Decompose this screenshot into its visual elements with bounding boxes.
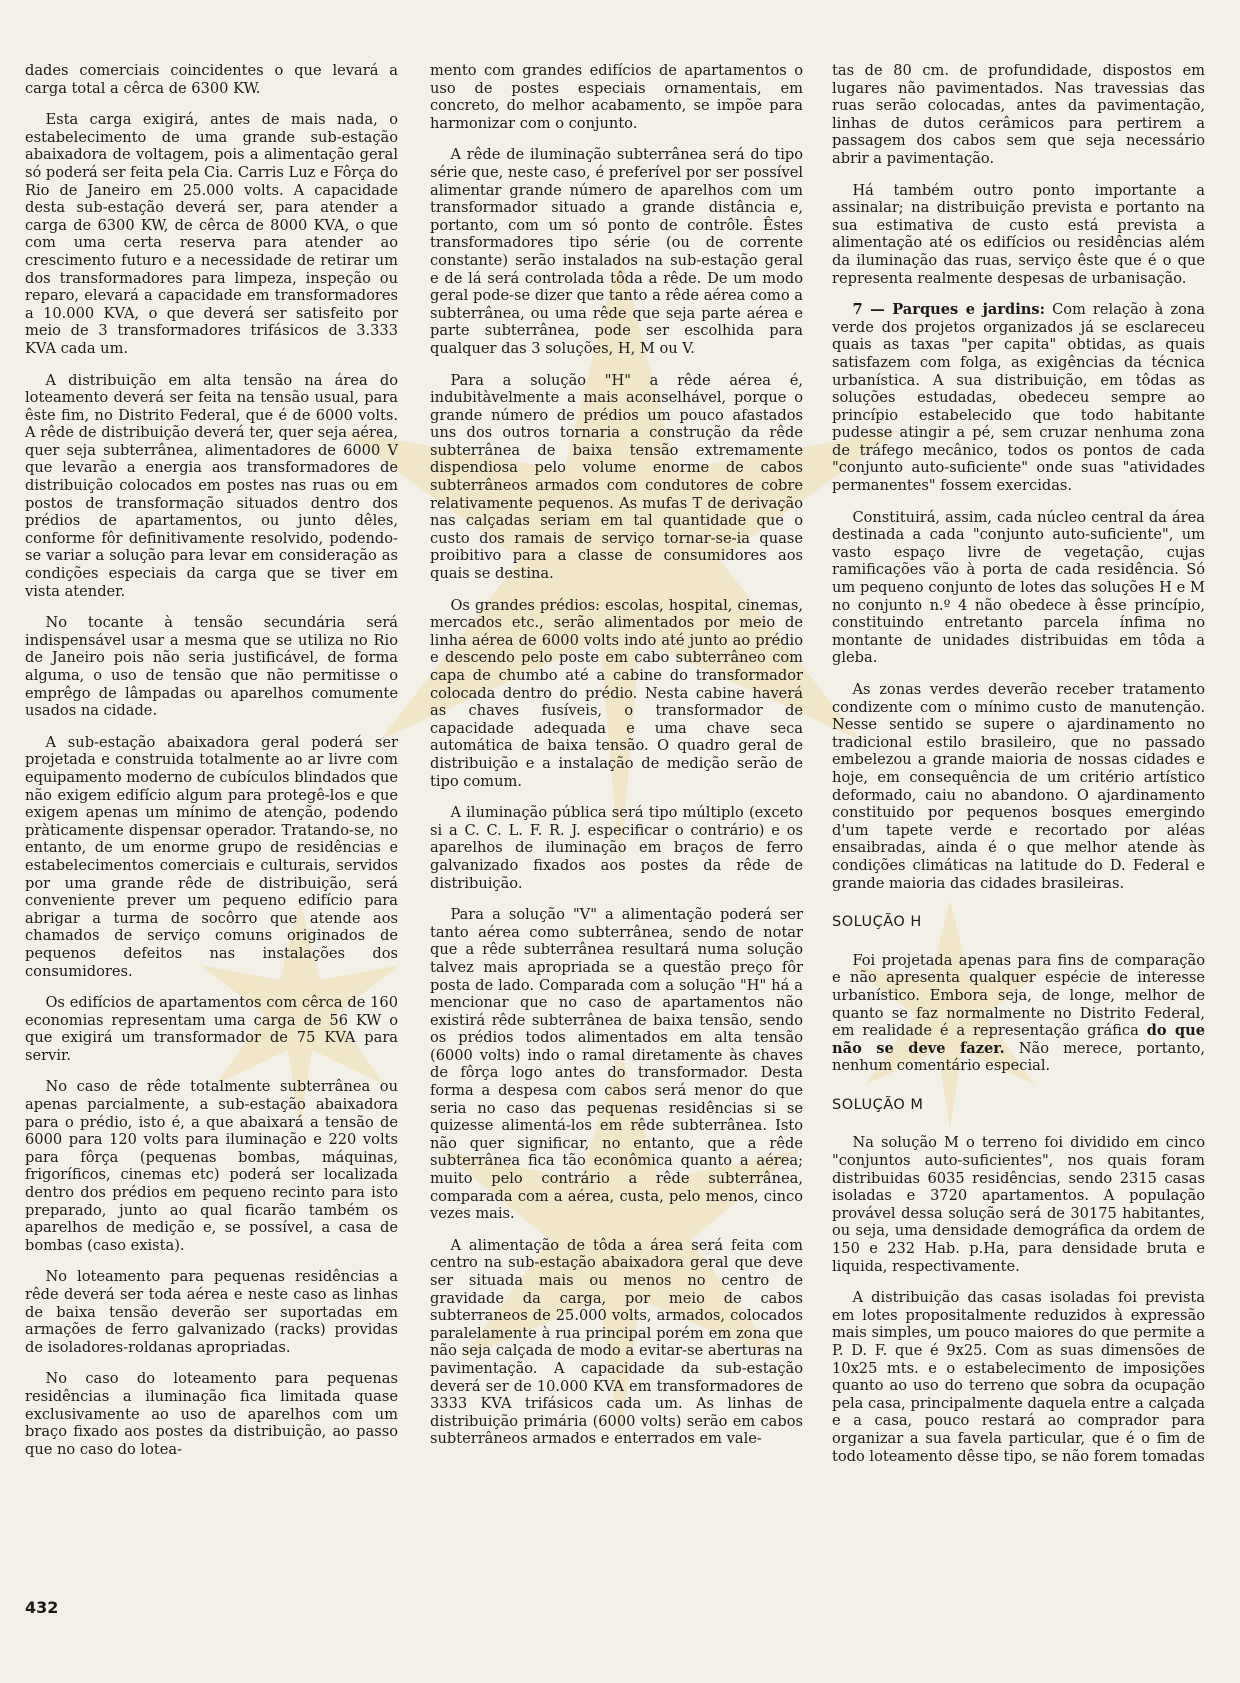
- paragraph: A iluminação pública será tipo múltiplo (exceto si a C. C. L. F. R. J. especificar o contrário) e os aparelhos de iluminação em braços de ferro galvanizado fixados aos postes da rêde de distribuição.: [430, 804, 803, 892]
- paragraph: No caso do loteamento para pequenas residências a iluminação fica limitada quase exclusivamente ao uso de aparelhos com um braço fixado aos postes da distribuição, ao passo que no caso do lotea-: [25, 1370, 398, 1458]
- section-heading-solucao-h: SOLUÇÃO H: [832, 914, 922, 931]
- paragraph: Constituirá, assim, cada núcleo central da área destinada a cada "conjunto auto-suficiente", um vasto espaço livre de vegetação, cujas ramificações vão à porta de cada residência. Só um pequeno conjunto de lotes das soluções H e M no conjunto n.º 4 não obedece à êsse princípio, constituindo entretanto parcela ínfima no montante de unidades distribuidas em tôda a gleba.: [832, 508, 1205, 667]
- paragraph: dades comerciais coincidentes o que levará a carga total a cêrca de 6300 KW.: [25, 62, 398, 97]
- paragraph: Os grandes prédios: escolas, hospital, cinemas, mercados etc., serão alimentados por meio de linha aérea de 6000 volts indo até junto ao prédio e descendo pelo poste em cabo subterrâneo com capa de chumbo até a cabine do transformador colocada dentro do prédio. Nesta cabine haverá as chaves fusíveis, o transformador de capacidade adequada e uma chave seca automática de baixa tensão. O quadro geral de distribuição e a instalação de medição serão de tipo comum.: [430, 596, 803, 790]
- text-column-left: [25, 62, 398, 1472]
- paragraph: tas de 80 cm. de profundidade, dispostos em lugares não pavimentados. Nas travessias das ruas serão colocadas, antes da pavimentação, linhas de dutos cerâmicos para pertirem a passagem dos cabos sem que seja necessário abrir a pavimentação.: [832, 62, 1205, 167]
- paragraph: No loteamento para pequenas residências a rêde deverá ser toda aérea e neste caso as linhas de baixa tensão deverão ser suportadas em armações de ferro galvanizado (racks) providas de isoladores-roldanas apropriadas.: [25, 1268, 398, 1356]
- emphasis-text: do que não se deve fazer.: [832, 1022, 1206, 1057]
- inline-heading: 7 — Parques e jardins:: [852, 301, 1045, 319]
- paragraph-text: Foi projetada apenas para fins de comparação e não apresenta qualquer espécie de interesse urbanístico. Embora seja, de longe, melhor de quanto se faz normalmente no Distrito Federal, em realidade é a representação gráfica: [832, 951, 1205, 1040]
- paragraph-text: Não merece, portanto, nenhum comentário especial.: [832, 1039, 1206, 1075]
- paragraph: As zonas verdes deverão receber tratamento condizente com o mínimo custo de manutenção. Nesse sentido se supere o ajardinamento no tradicional estilo brasileiro, que no passado embelezou a grande maioria de nossas cidades e hoje, em consequência de um critério artístico deformado, caiu no abandono. O ajardinamento constituido por pequenos bosques emergindo d'um tapete verde e recortado por aléas ensaibradas, ainda é o que melhor atende às condições climáticas na latitude do D. Federal e grande maioria das cidades brasileiras.: [832, 681, 1205, 892]
- paragraph: Os edifícios de apartamentos com cêrca de 160 economias representam uma carga de 56 KW o que exigirá um transformador de 75 KVA para servir.: [25, 994, 398, 1064]
- paragraph: A distribuição em alta tensão na área do loteamento deverá ser feita na tensão usual, para êste fim, no Distrito Federal, que é de 6000 volts. A rêde de distribuição deverá ter, quer seja aérea, quer seja subterrânea, alimentadores de 6000 V que levarão a energia aos transformadores de distribuição colocados em postes nas ruas ou em postos de transformação situados dentro dos prédios de apartamentos, ou junto dêles, conforme fôr definitivamente resolvido, podendo-se variar a solução para levar em consideração as condições especiais da carga que se tiver em vista atender.: [25, 371, 398, 600]
- paragraph: No caso de rêde totalmente subterrânea ou apenas parcialmente, a sub-estação abaixadora para o prédio, isto é, a que abaixará a tensão de 6000 para 120 volts para iluminação e 220 volts para fôrça (pequenas bombas, máquinas, frigoríficos, cinemas etc) poderá ser localizada dentro dos prédios em pequeno recinto para isto preparado, junto ao qual ficarão também os aparelhos de medição e, se possível, a casa de bombas (caso exista).: [25, 1078, 398, 1254]
- paragraph: Para a solução "V" a alimentação poderá ser tanto aérea como subterrânea, sendo de notar que a rêde subterrânea resultará numa solução talvez mais apropriada se a questão preço fôr posta de lado. Comparada com a solução "H" há a mencionar que no caso de apartamentos não existirá rêde subterrânea de baixa tensão, sendo os prédios todos alimentados em alta tensão (6000 volts) indo o ramal diretamente às chaves de fôrça logo antes do transformador. Desta forma a despesa com cabos será menor do que seria no caso das pequenas residências si se quizesse alimentá-los em rêde subterrânea. Isto não quer significar, no entanto, que a rêde subterrânea fica tão econômica quanto a aérea; muito pelo contrário a rêde subterrânea, comparada com a aérea, custa, pelo menos, cinco vezes mais.: [430, 906, 803, 1223]
- paragraph: A distribuição das casas isoladas foi prevista em lotes propositalmente reduzidos à expressão mais simples, um pouco maiores do que permite a P. D. F. que é 9x25. Com as suas dimensões de 10x25 mts. e o estabelecimento de imposições quanto ao uso do terreno que sobra da ocupação pela casa, principalmente daquela entre a calçada e a casa, pouco restará ao comprador para organizar a sua favela particular, que é o fim de todo loteamento dêsse tipo, se não forem tomadas: [832, 1289, 1205, 1465]
- paragraph-solucao-h: [832, 952, 1205, 1075]
- paragraph: Esta carga exigirá, antes de mais nada, o estabelecimento de uma grande sub-estação abaixadora de voltagem, pois a alimentação geral só poderá ser feita pela Cia. Carris Luz e Fôrça do Rio de Janeiro em 25.000 volts. A capacidade desta sub-estação deverá ser, para atender a carga de 6300 KW, de cêrca de 8000 KVA, o que com uma certa reserva para atender ao crescimento futuro e a necessidade de retirar um dos transformadores para limpeza, inspeção ou reparo, elevará a capacidade em transformadores a 10.000 KVA, o que deverá ser satisfeito por meio de 3 transformadores trifásicos de 3.333 KVA cada um.: [25, 111, 398, 357]
- paragraph: A sub-estação abaixadora geral poderá ser projetada e construida totalmente ao ar livre com equipamento moderno de cubículos blindados que não exigem edifício algum para protegê-los e que exigem apenas um mínimo de atenção, podendo pràticamente dispensar operador. Tratando-se, no entanto, de um enorme grupo de residências e estabelecimentos comerciais e culturais, servidos por uma grande rêde de distribuição, será conveniente prever um pequeno edifício para abrigar a turma de socôrro que atende aos chamados de serviço comuns originados de pequenos defeitos nas instalações dos consumidores.: [25, 733, 398, 980]
- paragraph: Para a solução "H" a rêde aérea é, indubitàvelmente a mais aconselhável, porque o grande número de prédios um pouco afastados uns dos outros tornaria a construção da rêde subterrânea de baixa tensão extremamente dispendiosa pelo volume enorme de cabos subterrâneos armados com condutores de cobre relativamente pequenos. As mufas T de derivação nas calçadas seriam em tal quantidade que o custo dos ramais de serviço tornar-se-ia quase proibitivo para a classe de consumidores aos quais se destina.: [430, 371, 803, 583]
- paragraph: Na solução M o terreno foi dividido em cinco "conjuntos auto-suficientes", nos quais foram distribuidas 6035 residências, sendo 2315 casas isoladas e 3720 apartamentos. A população provável dessa solução será de 30175 habitantes, ou seja, uma densidade demográfica da ordem de 150 e 232 Hab. p.Ha, para densidade bruta e liquida, respectivamente.: [832, 1134, 1205, 1275]
- paragraph-parques-jardins: [832, 301, 1205, 495]
- paragraph: No tocante à tensão secundária será indispensável usar a mesma que se utiliza no Rio de Janeiro pois não seria justificável, de forma alguma, o uso de tensão que não permitisse o emprêgo de lâmpadas ou aparelhos comumente usados na cidade.: [25, 614, 398, 720]
- section-heading-solucao-m: SOLUÇÃO M: [832, 1096, 924, 1113]
- text-column-middle: [430, 62, 803, 1462]
- text-column-right: [832, 62, 1205, 1479]
- paragraph: Há também outro ponto importante a assinalar; na distribuição prevista e portanto na sua estimativa de custo está prevista a alimentação até os edifícios ou residências além da iluminação das ruas, serviço êste que é o que representa realmente despesas de urbanisação.: [832, 181, 1205, 287]
- paragraph-text: Com relação à zona verde dos projetos organizados já se esclareceu quais as taxas "per capita" obtidas, as quais satisfazem com folga, as exigências da técnica urbanística. A sua distribuição, em tôdas as soluções estudadas, obedeceu sempre ao princípio estabelecido que todo habitante pudesse atingir a pé, sem cruzar nenhuma zona de tráfego mecânico, todos os pontos de cada "conjunto auto-suficiente" onde suas "atividades permanentes" fossem exercidas.: [832, 301, 1205, 495]
- paragraph: A rêde de iluminação subterrânea será do tipo série que, neste caso, é preferível por ser possível alimentar grande número de aparelhos com um transformador situado a grande distância e, portanto, com um só ponto de contrôle. Êstes transformadores tipo série (ou de corrente constante) serão instalados na sub-estação geral e de lá será controlada tôda a rêde. De um modo geral pode-se dizer que tanto a rêde aérea como a subterrânea, ou uma rêde que seja parte aérea e parte subterrânea, pode ser escolhida para qualquer das 3 soluções, H, M ou V.: [430, 146, 803, 357]
- paragraph: A alimentação de tôda a área será feita com centro na sub-estação abaixadora geral que deve ser situada mais ou menos no centro de gravidade da carga, por meio de cabos subterraneos de 25.000 volts, armados, colocados paralelamente à rua principal porém em zona que não seja calçada de modo a evitar-se aberturas na pavimentação. A capacidade da sub-estação deverá ser de 10.000 KVA em transformadores de 3333 KVA trifásicos cada um. As linhas de distribuição primária (6000 volts) serão em cabos subterrâneos armados e enterrados em vale-: [430, 1236, 803, 1448]
- page-number: 432: [25, 1598, 59, 1617]
- paragraph: mento com grandes edifícios de apartamentos o uso de postes especiais ornamentais, em concreto, do melhor acabamento, se impõe para harmonizar com o conjunto.: [430, 62, 803, 132]
